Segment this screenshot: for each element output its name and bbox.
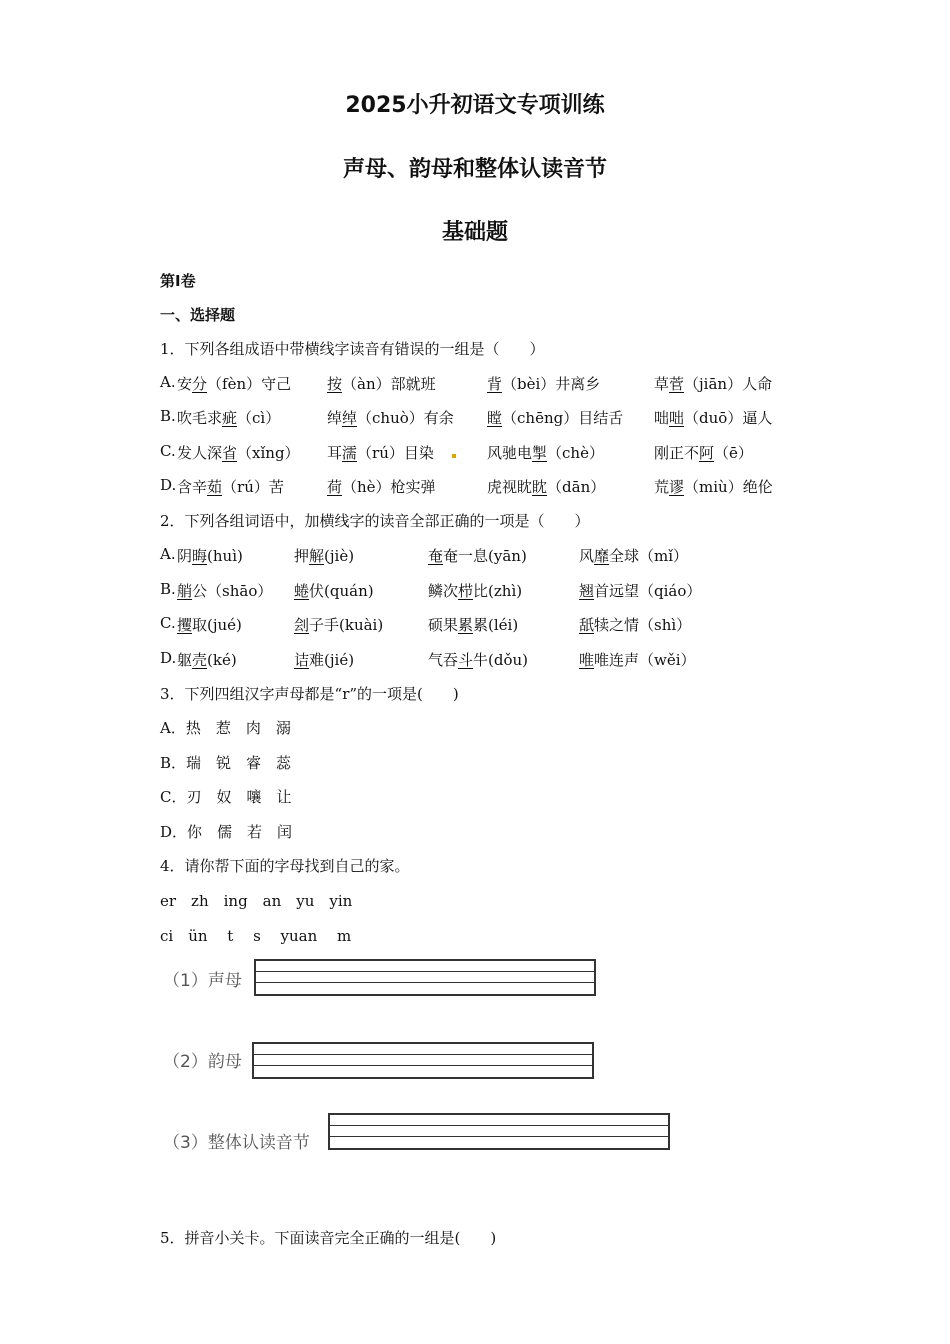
item-text: 耳 [327,444,343,462]
underlined-char: 咄 [669,409,685,427]
q2-item [177,614,242,635]
item-text: 累(léi) [473,616,519,634]
item-text: 阴 [177,547,193,565]
q1-option-label: A. [160,373,176,391]
underlined-char: 蜷 [294,582,310,600]
underlined-char: 壳 [192,651,208,669]
question-3-option-b: B．瑞 锐 睿 蕊 [160,754,292,772]
underlined-char: 晦 [192,547,208,565]
q2-item [177,545,243,566]
question-3-stem: 3．下列四组汉字声母都是“r”的一项是( ) [160,685,459,703]
q1-option-label: B. [160,407,176,425]
q2-option-label: B. [160,580,176,598]
item-text: 全球（mǐ） [609,547,689,565]
question-5-stem: 5．拼音小关卡。下面读音完全正确的一组是( ) [160,1229,497,1247]
question-1-stem: 1．下列各组成语中带横线字读音有错误的一组是（ ） [160,340,545,358]
doc-level: 基础题 [441,220,508,245]
q1-item [654,442,753,463]
underlined-char: 背 [487,375,503,393]
doc-subtitle: 声母、韵母和整体认读音节 [342,157,607,182]
q2-item [294,614,383,635]
underlined-char: 奄 [428,547,444,565]
q2-option-label: D. [160,649,177,667]
q2-item [177,580,272,601]
underlined-char: 绰 [342,409,358,427]
underlined-char: 诘 [294,651,310,669]
underlined-char: 疵 [222,409,238,427]
item-text: 吹毛求 [177,409,223,427]
question-4-stem: 4．请你帮下面的字母找到自己的家。 [160,857,410,875]
item-text: （chēng）目结舌 [502,409,624,427]
item-text: 难(jié) [309,651,355,669]
underlined-char: 唯 [579,651,595,669]
question-3-option-d: D．你 儒 若 闰 [160,823,293,841]
q1-item [487,407,623,428]
item-text: （rú）目染 [357,444,434,462]
underlined-char: 濡 [342,444,358,462]
q1-item [177,476,284,497]
doc-title: 2025小升初语文专项训练 [345,93,605,118]
item-text: （chè） [547,444,604,462]
q1-item [487,476,605,497]
underlined-char: 掣 [532,444,548,462]
underlined-char: 刽 [294,616,310,634]
volume-label: 第I卷 [160,272,196,290]
item-text: （miù）绝伦 [684,478,773,496]
item-text: 风 [579,547,595,565]
underlined-char: 分 [192,375,208,393]
item-text: （rú）苦 [222,478,284,496]
underlined-char: 舐 [579,616,595,634]
item-text: (ké) [207,651,237,669]
q2-item [294,545,354,566]
question-3-option-c: C．刃 奴 嚷 让 [160,788,292,806]
underlined-char: 攫 [177,616,193,634]
q1-item [654,407,772,428]
box-label-initials: （1）声母 [163,971,242,991]
q2-item [428,614,518,635]
q1-item [654,476,773,497]
item-text: 风驰电 [487,444,533,462]
q2-item [428,649,528,670]
q1-item [327,476,436,497]
item-text: 公（shāo） [192,582,273,600]
question-3-option-a: A．热 惹 肉 溺 [160,719,291,737]
item-text: （fèn）守己 [207,375,292,393]
underlined-char: 荷 [327,478,343,496]
answer-box-finals[interactable] [252,1042,594,1079]
item-text: 首远望（qiáo） [594,582,702,600]
underlined-char: 瞠 [487,409,503,427]
letters-row-2: ci ün t s yuan m [160,927,352,945]
underlined-char: 菅 [669,375,685,393]
item-text: 发人深 [177,444,223,462]
underlined-char: 解 [309,547,325,565]
item-text: 比(zhì) [473,582,523,600]
item-text: （àn）部就班 [342,375,436,393]
underlined-char: 阿 [699,444,715,462]
item-text: （ē） [714,444,753,462]
question-2-stem: 2．下列各组词语中，加横线字的读音全部正确的一项是（ ） [160,512,590,530]
q1-option-label: D. [160,476,177,494]
q1-item [654,373,772,394]
underlined-char: 眈 [532,478,548,496]
q2-item [177,649,237,670]
underlined-char: 栉 [458,582,474,600]
item-text: （dān） [547,478,606,496]
item-text: （bèi）井离乡 [502,375,601,393]
item-text: （chuò）有余 [357,409,454,427]
underlined-char: 谬 [669,478,685,496]
underlined-char: 茹 [207,478,223,496]
q1-item [177,407,280,428]
q2-item [428,545,527,566]
q2-option-label: C. [160,614,176,632]
q1-item [177,373,291,394]
item-text: 唯连声（wěi） [594,651,696,669]
q1-item [327,373,436,394]
underlined-char: 累 [458,616,474,634]
item-text: (jiè) [324,547,355,565]
box-label-whole-syllables: （3）整体认读音节 [163,1133,310,1153]
underlined-char: 省 [222,444,238,462]
item-text: 奄一息(yān) [443,547,527,565]
q2-item [294,649,354,670]
section-heading: 一、选择题 [160,306,236,324]
underlined-char: 斗 [458,651,474,669]
item-text: 取(jué) [192,616,242,634]
answer-box-whole-syllables[interactable] [328,1113,670,1150]
q2-item [579,580,701,601]
q1-item [487,442,604,463]
item-text: 荒 [654,478,670,496]
q1-item [487,373,600,394]
item-text: 气吞 [428,651,459,669]
item-text: 伏(quán) [309,582,374,600]
item-text: （xǐng） [237,444,300,462]
item-text: 子手(kuài) [309,616,384,634]
letters-row-1: er zh ing an yu yin [160,892,353,910]
q1-option-label: C. [160,442,176,460]
item-text: 安 [177,375,193,393]
q1-item [177,442,300,463]
q2-item [579,545,688,566]
q2-item [579,614,691,635]
q1-item [327,442,434,463]
item-text: 刚正不 [654,444,700,462]
q2-item [428,580,522,601]
item-text: 硕果 [428,616,459,634]
q2-item [579,649,696,670]
underlined-char: 翘 [579,582,595,600]
item-text: （cì） [237,409,281,427]
item-text: 犊之情（shì） [594,616,692,634]
item-text: （hè）枪实弹 [342,478,436,496]
underlined-char: 靡 [594,547,610,565]
q1-item [327,407,454,428]
item-text: 绰 [327,409,343,427]
item-text: （duō）逼人 [684,409,773,427]
item-text: （jiān）人命 [684,375,773,393]
item-text: 躯 [177,651,193,669]
item-text: (huì) [207,547,243,565]
item-text: 押 [294,547,310,565]
q2-option-label: A. [160,545,176,563]
item-text: 草 [654,375,670,393]
marker-dot [452,454,456,458]
item-text: 虎视眈 [487,478,533,496]
item-text: 含辛 [177,478,208,496]
underlined-char: 艄 [177,582,193,600]
item-text: 牛(dǒu) [473,651,529,669]
answer-box-initials[interactable] [254,959,596,996]
underlined-char: 按 [327,375,343,393]
item-text: 鳞次 [428,582,459,600]
box-label-finals: （2）韵母 [163,1052,242,1072]
item-text: 咄 [654,409,670,427]
q2-item [294,580,374,601]
